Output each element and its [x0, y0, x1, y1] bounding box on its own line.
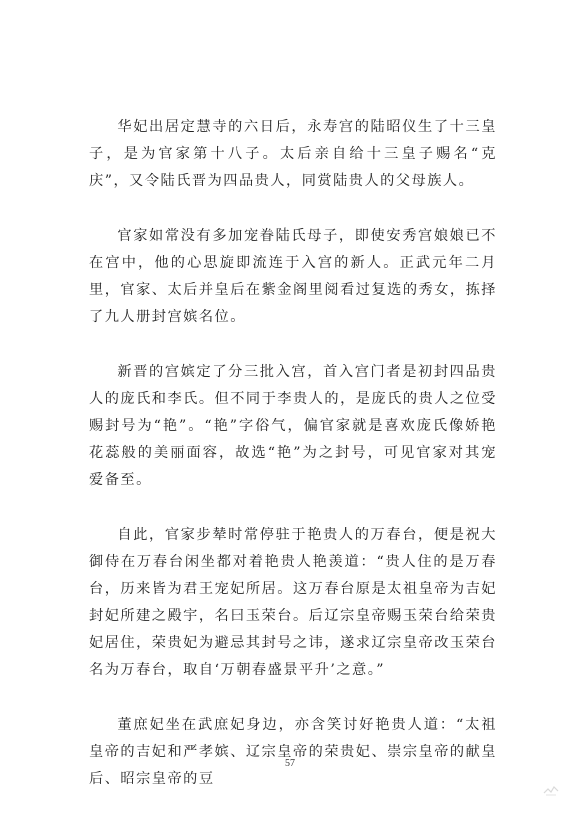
paragraph: 官家如常没有多加宠眷陆氏母子，即使安秀宫娘娘已不在宫中，他的心思旋即流连于入宫的新人。正武元年二月里，官家、太后并皇后在紫金阁里阅看过复选的秀女，拣择了九人册封宫嫔名位。	[89, 228, 497, 325]
paragraph: 董庶妃坐在武庶妃身边，亦含笑讨好艳贵人道：“太祖皇帝的吉妃和严孝嫔、辽宗皇帝的荣贵妃、崇宗皇帝的献皇后、昭宗皇帝的豆	[89, 717, 497, 787]
paragraph: 新晋的宫嫔定了分三批入宫，首入宫门者是初封四品贵人的庞氏和李氏。但不同于李贵人的，是庞氏的贵人之位受赐封号为“艳”。“艳”字俗气，偏官家就是喜欢庞氏像娇艳花蕊般的美丽面容，故选“艳”为之封号，可见官家对其宠爱备至。	[89, 364, 497, 488]
corner-decoration-icon	[540, 778, 562, 800]
document-body	[89, 114, 497, 821]
paragraph: 自此，官家步辇时常停驻于艳贵人的万春台，便是祝大御侍在万春台闲坐都对着艳贵人艳羡道：“贵人住的是万春台，历来皆为君王宠妃所居。这万春台原是太祖皇帝为吉妃封妃所建之殿宇，名曰玉荣台。后辽宗皇帝赐玉荣台给荣贵妃居住，荣贵妃为避忌其封号之讳，遂求辽宗皇帝改玉荣台名为万春台，取自‘万朝春盛景平升’之意。”	[89, 527, 497, 678]
paragraph: 华妃出居定慧寺的六日后，永寿宫的陆昭仪生了十三皇子，是为官家第十八子。太后亲自给十三皇子赐名“克庆”，又令陆氏晋为四品贵人，同赏陆贵人的父母族人。	[89, 119, 497, 189]
page-number: 57	[285, 758, 295, 769]
